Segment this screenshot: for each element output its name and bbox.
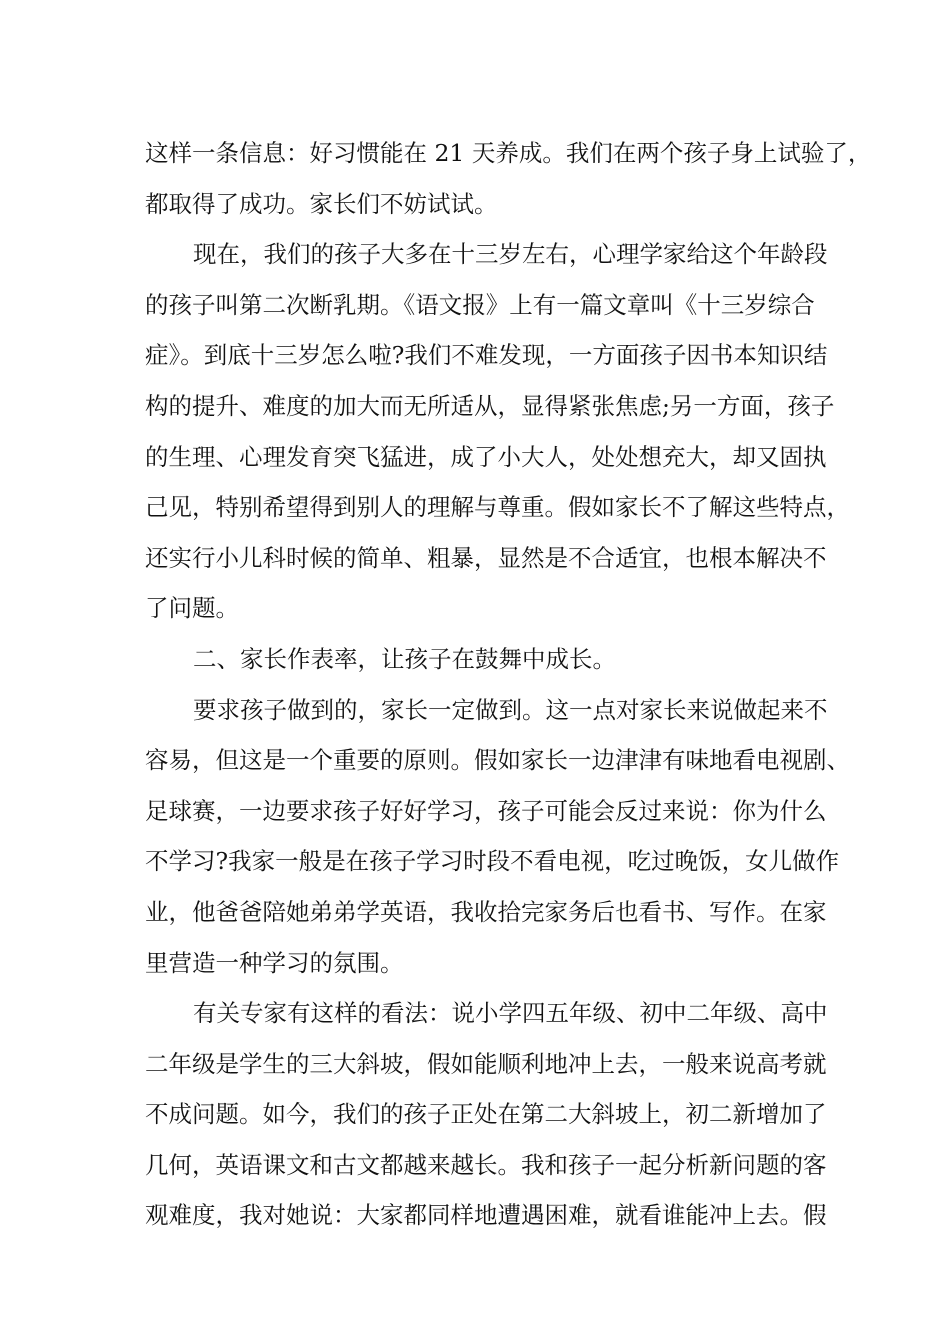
text-line: 构的提升、难度的加大而无所适从，显得紧张焦虑;另一方面，孩子 [145, 391, 835, 420]
text-line: 都取得了成功。家长们不妨试试。 [145, 189, 498, 218]
text-line: 有关专家有这样的看法：说小学四五年级、初中二年级、高中 [193, 999, 828, 1028]
text-line: 症》。到底十三岁怎么啦?我们不难发现，一方面孩子因书本知识结 [145, 341, 828, 370]
text-line: 业，他爸爸陪她弟弟学英语，我收拾完家务后也看书、写作。在家 [145, 897, 827, 926]
text-line: 二年级是学生的三大斜坡，假如能顺利地冲上去，一般来说高考就 [145, 1049, 827, 1078]
text-line: 几何，英语课文和古文都越来越长。我和孩子一起分析新问题的客 [145, 1150, 827, 1179]
text-line: 二、家长作表率，让孩子在鼓舞中成长。 [193, 644, 616, 673]
text-line: 不学习?我家一般是在孩子学习时段不看电视，吃过晚饭，女儿做作 [145, 847, 840, 876]
text-line: 了问题。 [145, 594, 239, 623]
text-line: 还实行小儿科时候的简单、粗暴，显然是不合适宜，也根本解决不 [145, 543, 827, 572]
text-line: 的孩子叫第二次断乳期。《语文报》上有一篇文章叫《十三岁综合 [145, 290, 815, 319]
text-line: 不成问题。如今，我们的孩子正处在第二大斜坡上，初二新增加了 [145, 1100, 827, 1129]
text-line: 观难度，我对她说：大家都同样地遭遇困难，就看谁能冲上去。假 [145, 1201, 827, 1230]
document-body [145, 128, 872, 1241]
text-line: 现在，我们的孩子大多在十三岁左右，心理学家给这个年龄段 [193, 240, 828, 269]
text-line: 里营造一种学习的氛围。 [145, 948, 404, 977]
text-line: 足球赛，一边要求孩子好好学习，孩子可能会反过来说：你为什么 [145, 796, 827, 825]
text-line: 的生理、心理发育突飞猛进，成了小大人，处处想充大，却又固执 [145, 442, 827, 471]
text-line: 这样一条信息：好习惯能在 21 天养成。我们在两个孩子身上试验了， [145, 139, 872, 167]
text-line: 要求孩子做到的，家长一定做到。这一点对家长来说做起来不 [193, 695, 828, 724]
text-line: 己见，特别希望得到别人的理解与尊重。假如家长不了解这些特点， [145, 493, 850, 522]
text-line: 容易，但这是一个重要的原则。假如家长一边津津有味地看电视剧、 [145, 746, 850, 775]
